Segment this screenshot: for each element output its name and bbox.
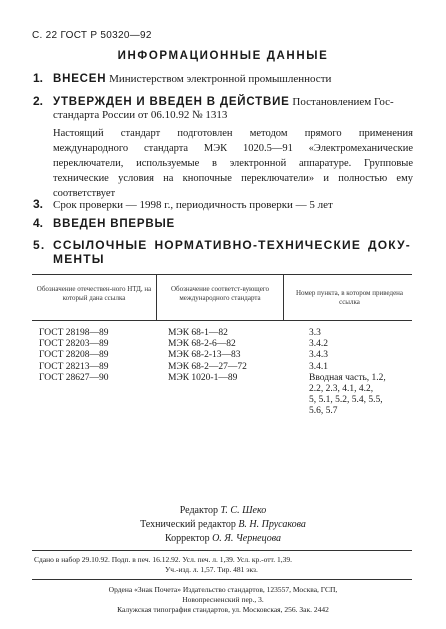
credit-corrector	[0, 533, 446, 544]
imprint-rule	[32, 550, 412, 551]
table-cell: ГОСТ 28198—89	[39, 328, 109, 338]
table-column-divider	[283, 274, 284, 320]
item-heading: ВНЕСЕН	[53, 73, 107, 85]
item-5	[33, 238, 411, 266]
table-cell: 2.2, 2.3, 4.1, 4.2,	[309, 384, 374, 395]
table-cell: МЭК 68-2-13—83	[168, 350, 241, 361]
item-heading: УТВЕРЖДЕН И ВВЕДЕН В ДЕЙСТВИЕ	[53, 96, 290, 108]
item-number: 2.	[33, 94, 44, 108]
table-cell: 3.4.3	[309, 350, 328, 361]
item-1	[33, 71, 331, 87]
table-header-cell: Номер пункта, в котором приведена ссылка	[295, 289, 404, 306]
credit-name: О. Я. Чернецова	[212, 533, 281, 544]
page-title: ИНФОРМАЦИОННЫЕ ДАННЫЕ	[117, 50, 329, 62]
table-cell: 3.4.2	[309, 339, 328, 350]
item-number: 5.	[33, 238, 46, 252]
item-number: 4.	[33, 216, 44, 230]
item-text: Срок проверки — 1998 г., периодичность проверки — 5 лет	[53, 199, 333, 211]
table-column-clauses	[309, 328, 386, 418]
footer-line: Калужская типография стандартов, ул. Московская, 256. Зак. 2442	[117, 605, 329, 614]
table-cell: МЭК 68-2—27—72	[168, 361, 247, 372]
item-heading-word: МЕНТЫ	[53, 252, 105, 266]
table-column-iec	[168, 328, 247, 384]
table-cell: МЭК 68-1—82	[168, 328, 228, 338]
footer-line: Ордена «Знак Почета» Издательство стандартов, 123557, Москва, ГСП,	[108, 585, 338, 594]
footer-line: Новопресненский пер., 3.	[182, 595, 264, 604]
item-heading-word: ССЫЛОЧНЫЕ	[53, 238, 148, 252]
table-cell: 3.4.1	[309, 361, 328, 372]
credit-tech-editor	[0, 519, 446, 530]
table-cell: МЭК 68-2-6—82	[168, 339, 236, 350]
table-top-rule	[32, 274, 412, 275]
page-header: С. 22 ГОСТ Р 50320—92	[32, 30, 152, 41]
item-heading-word: ДОКУ-	[368, 238, 411, 252]
credit-editor	[0, 505, 446, 516]
item-3	[33, 197, 333, 213]
table-cell: ГОСТ 28208—89	[39, 350, 109, 361]
item-text: Министерством электронной промышленности	[109, 73, 332, 85]
table-cell: 3.3	[309, 328, 321, 338]
imprint-line: Уч.-изд. л. 1,57. Тир. 481 экз.	[165, 565, 258, 574]
table-cell: ГОСТ 28203—89	[39, 339, 109, 350]
credit-name: Т. С. Шеко	[220, 505, 267, 516]
credit-label: Редактор	[179, 505, 218, 516]
item-heading: ВВЕДЕН ВПЕРВЫЕ	[53, 218, 175, 230]
table-cell: МЭК 1020-1—89	[168, 372, 238, 383]
table-header-rule	[32, 320, 412, 321]
table-cell: 5, 5.1, 5.2, 5.4, 5.5,	[309, 395, 383, 406]
item-text: Постановлением Гос-	[292, 96, 394, 108]
table-cell: ГОСТ 28627—90	[39, 372, 109, 383]
table-header-cell: Обозначение соответст-вующего международного стандарта	[170, 285, 269, 302]
imprint-rule	[32, 579, 412, 580]
item-number: 3.	[33, 197, 44, 211]
item-4	[33, 216, 175, 232]
credit-name: В. Н. Прусакова	[238, 519, 306, 530]
table-cell: Вводная часть, 1.2,	[309, 372, 386, 383]
table-column-ntd	[39, 328, 109, 384]
credit-label: Технический редактор	[140, 519, 236, 530]
item-number: 1.	[33, 71, 44, 85]
imprint-line: Сдано в набор 29.10.92. Подп. в печ. 16.12.92. Усл. печ. л. 1,39. Усл. кр.-отт. 1,39.	[34, 555, 293, 564]
table-header-cell: Обозначение отечествен-ного НТД, на который дана ссылка	[36, 285, 152, 302]
item-heading-word: НОРМАТИВНО-ТЕХНИЧЕСКИЕ	[154, 238, 362, 252]
table-cell: 5.6, 5.7	[309, 406, 338, 417]
credit-label: Корректор	[165, 533, 210, 544]
item-2-continuation: стандарта России от 06.10.92 № 1313	[53, 109, 228, 121]
table-column-divider	[156, 274, 157, 320]
table-cell: ГОСТ 28213—89	[39, 361, 109, 372]
standard-description: Настоящий стандарт подготовлен методом прямого применения международного стандарта МЭК 1020.5—91 «Электромеханические переключатели, используемые в электронной аппаратуре. Групповые технические условия на кнопочные переключатели» и полностью ему соответствует	[53, 128, 413, 199]
